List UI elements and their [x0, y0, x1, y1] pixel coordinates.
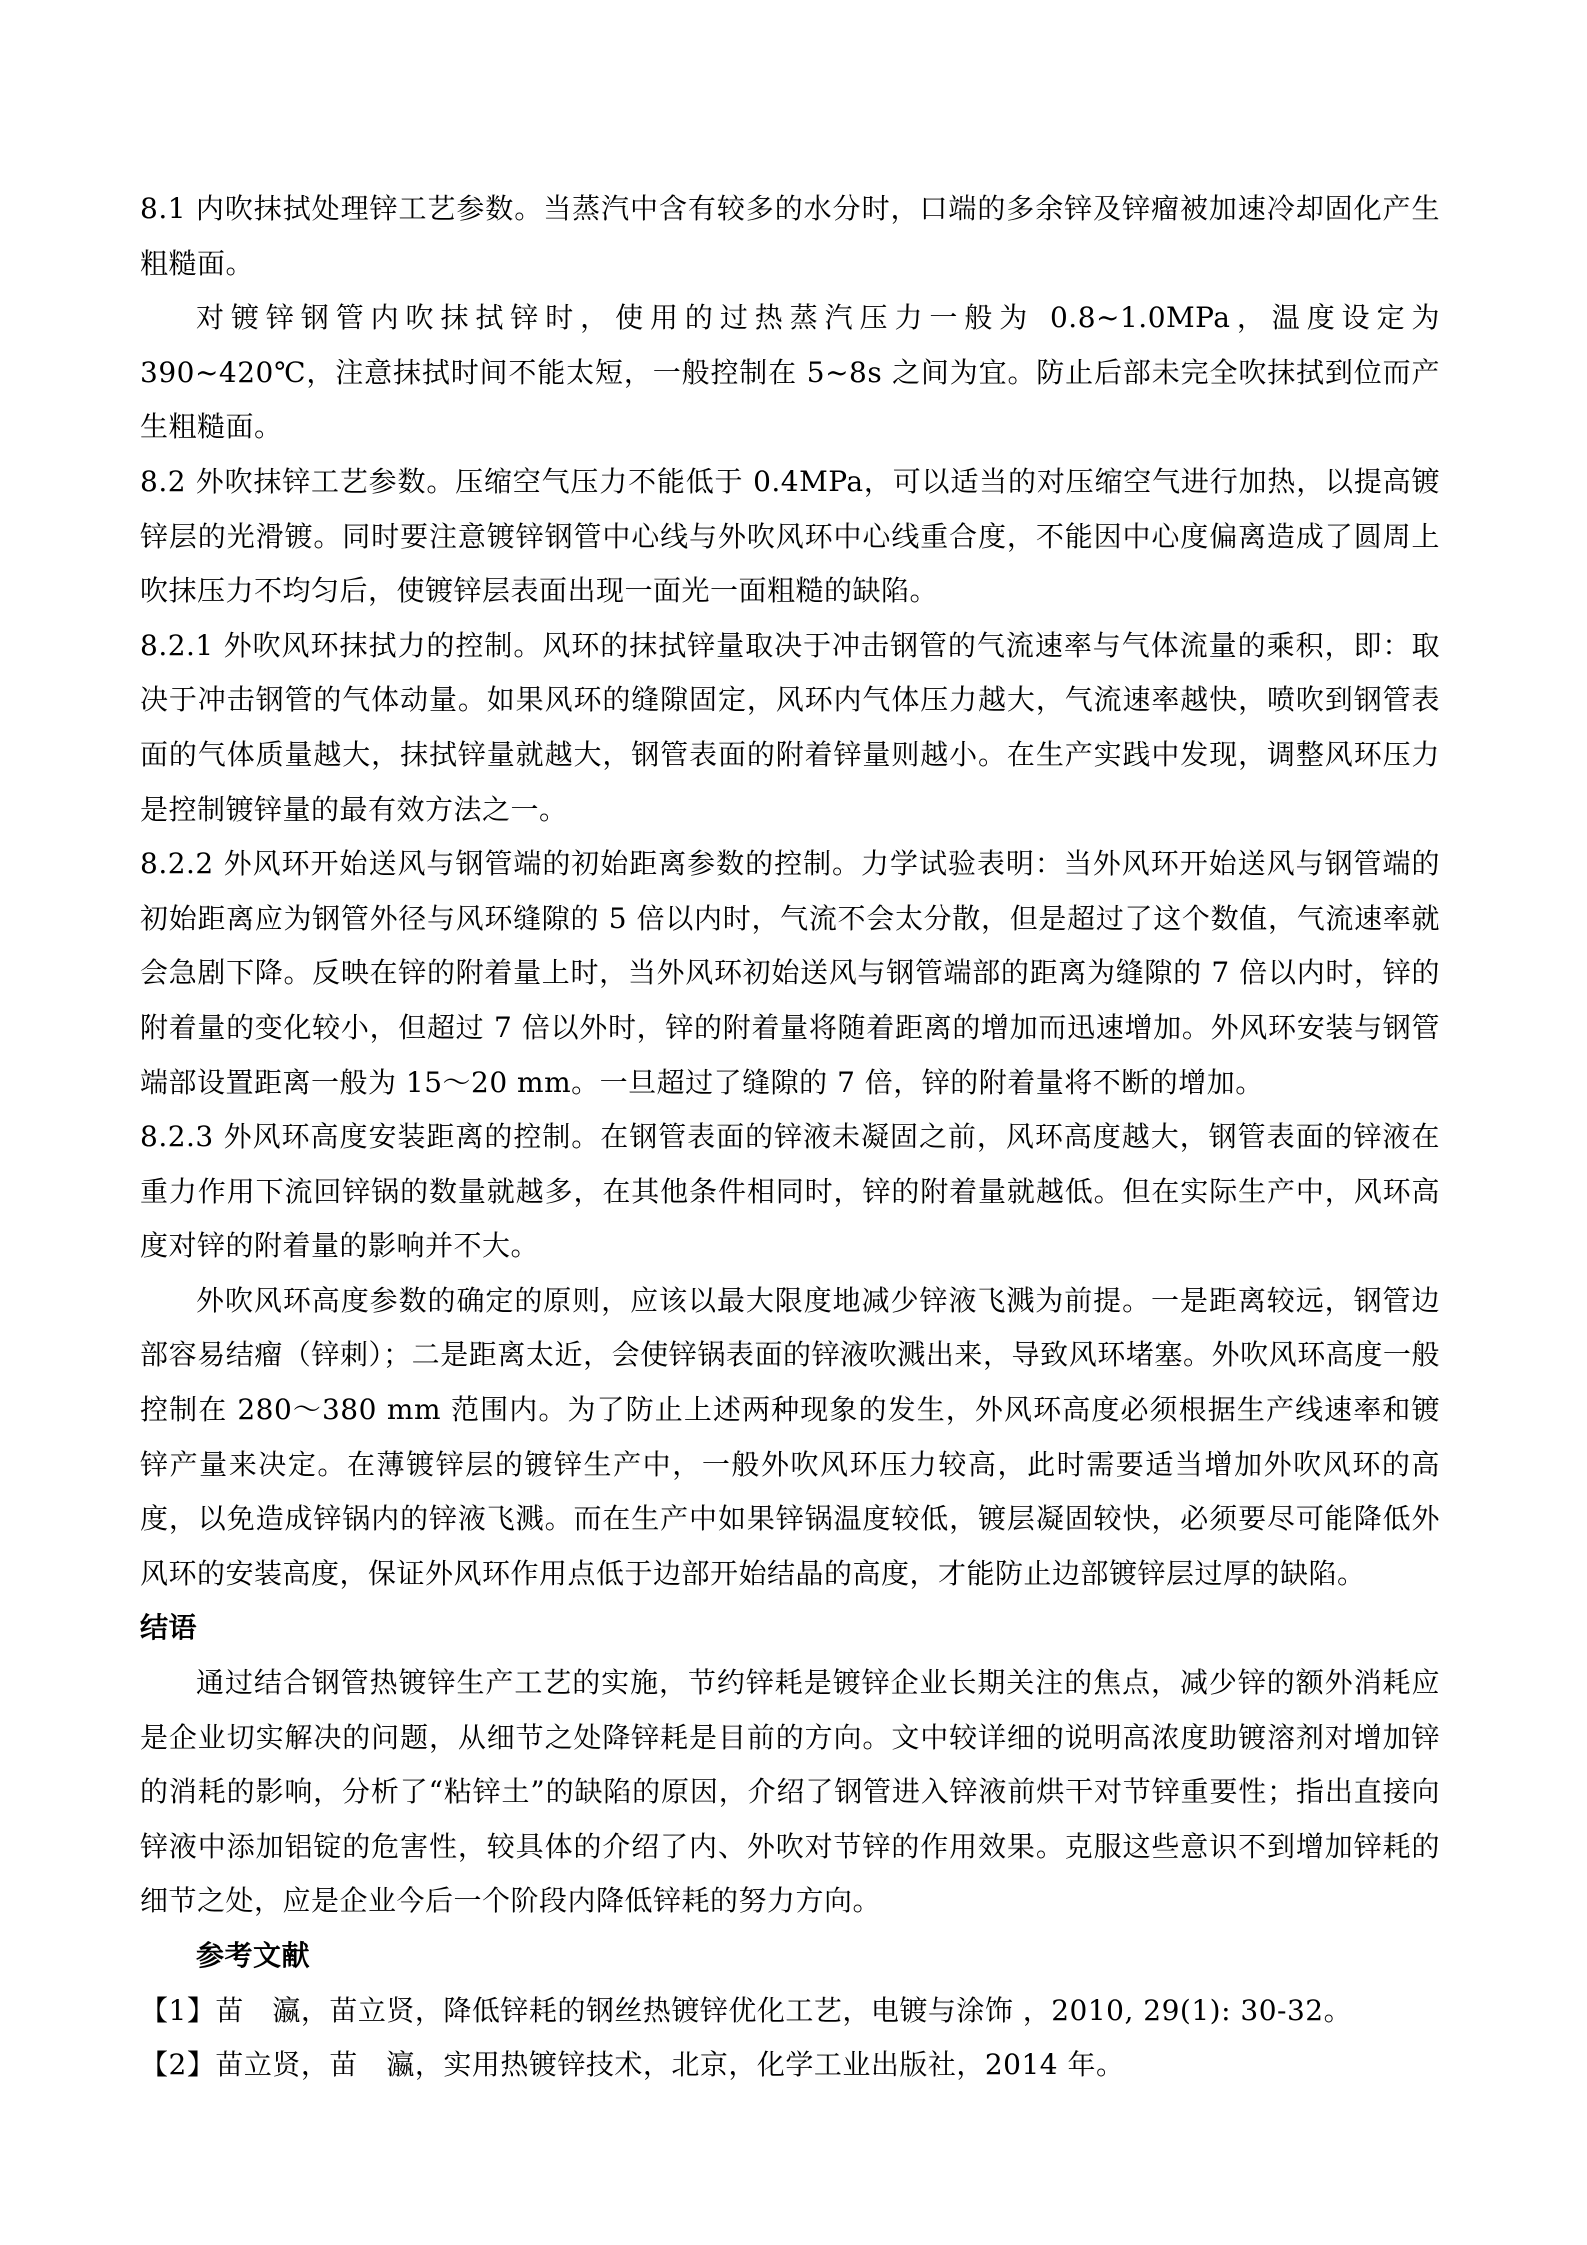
section-8-2-3: 8.2.3 外风环高度安装距离的控制。在钢管表面的锌液未凝固之前，风环高度越大，钢管表面的锌液在重力作用下流回锌锅的数量就越多，在其他条件相同时，锌的附着量就越低。但在实际生产中，风环高度对锌的附着量的影响并不大。: [140, 1120, 1440, 1263]
section-8-1: 8.1 内吹抹拭处理锌工艺参数。当蒸汽中含有较多的水分时，口端的多余锌及锌瘤被加速冷却固化产生粗糙面。: [140, 192, 1440, 280]
reference-item-1: 【1】苗 瀛，苗立贤，降低锌耗的钢丝热镀锌优化工艺，电镀与涂饰 ，2010, 29(1): 30-32。: [140, 1993, 1353, 2027]
paragraph-ring-height-principle: 外吹风环高度参数的确定的原则，应该以最大限度地减少锌液飞溅为前提。一是距离较远，钢管边部容易结瘤（锌刺）；二是距离太近，会使锌锅表面的锌液吹溅出来，导致风环堵塞。外吹风环高度一般控制在 280～380 mm 范围内。为了防止上述两种现象的发生，外风环高度必须根据生产线速率和镀锌产量来决定。在薄镀锌层的镀锌生产中，一般外吹风环压力较高，此时需要适当增加外吹风环的高度，以免造成锌锅内的锌液飞溅。而在生产中如果锌锅温度较低，镀层凝固较快，必须要尽可能降低外风环的安装高度，保证外风环作用点低于边部开始结晶的高度，才能防止边部镀锌层过厚的缺陷。: [140, 1283, 1440, 1590]
paragraph-steam-params: 对镀锌钢管内吹抹拭锌时，使用的过热蒸汽压力一般为 0.8~1.0MPa，温度设定为 390~420℃，注意抹拭时间不能太短，一般控制在 5~8s 之间为宜。防止后部未完全吹抹拭到位而产生粗糙面。: [140, 301, 1440, 444]
section-8-2-1: 8.2.1 外吹风环抹拭力的控制。风环的抹拭锌量取决于冲击钢管的气流速率与气体流量的乘积，即：取决于冲击钢管的气体动量。如果风环的缝隙固定，风环内气体压力越大，气流速率越快，喷吹到钢管表面的气体质量越大，抹拭锌量就越大，钢管表面的附着锌量则越小。在生产实践中发现，调整风环压力是控制镀锌量的最有效方法之一。: [140, 628, 1440, 826]
section-8-2-2: 8.2.2 外风环开始送风与钢管端的初始距离参数的控制。力学试验表明：当外风环开始送风与钢管端的初始距离应为钢管外径与风环缝隙的 5 倍以内时，气流不会太分散，但是超过了这个数值，气流速率就会急剧下降。反映在锌的附着量上时，当外风环初始送风与钢管端部的距离为缝隙的 7 倍以内时，锌的附着量的变化较小，但超过 7 倍以外时，锌的附着量将随着距离的增加而迅速增加。外风环安装与钢管端部设置距离一般为 15～20 mm。一旦超过了缝隙的 7 倍，锌的附着量将不断的增加。: [140, 847, 1440, 1099]
heading-references: 参考文献: [196, 1939, 311, 1972]
document-body: [140, 182, 1440, 2093]
heading-conclusion: 结语: [140, 1611, 198, 1645]
paragraph-conclusion: 通过结合钢管热镀锌生产工艺的实施，节约锌耗是镀锌企业长期关注的焦点，减少锌的额外消耗应是企业切实解决的问题，从细节之处降锌耗是目前的方向。文中较详细的说明高浓度助镀溶剂对增加锌的消耗的影响，分析了“粘锌土”的缺陷的原因，介绍了钢管进入锌液前烘干对节锌重要性；指出直接向锌液中添加铝锭的危害性，较具体的介绍了内、外吹对节锌的作用效果。克服这些意识不到增加锌耗的细节之处，应是企业今后一个阶段内降低锌耗的努力方向。: [140, 1666, 1440, 1918]
section-8-2: 8.2 外吹抹锌工艺参数。压缩空气压力不能低于 0.4MPa，可以适当的对压缩空气进行加热，以提高镀锌层的光滑镀。同时要注意镀锌钢管中心线与外吹风环中心线重合度，不能因中心度偏离造成了圆周上吹抹压力不均匀后，使镀锌层表面出现一面光一面粗糙的缺陷。: [140, 464, 1440, 608]
reference-item-2: 【2】苗立贤，苗 瀛，实用热镀锌技术，北京，化学工业出版社，2014 年。: [140, 2048, 1125, 2082]
